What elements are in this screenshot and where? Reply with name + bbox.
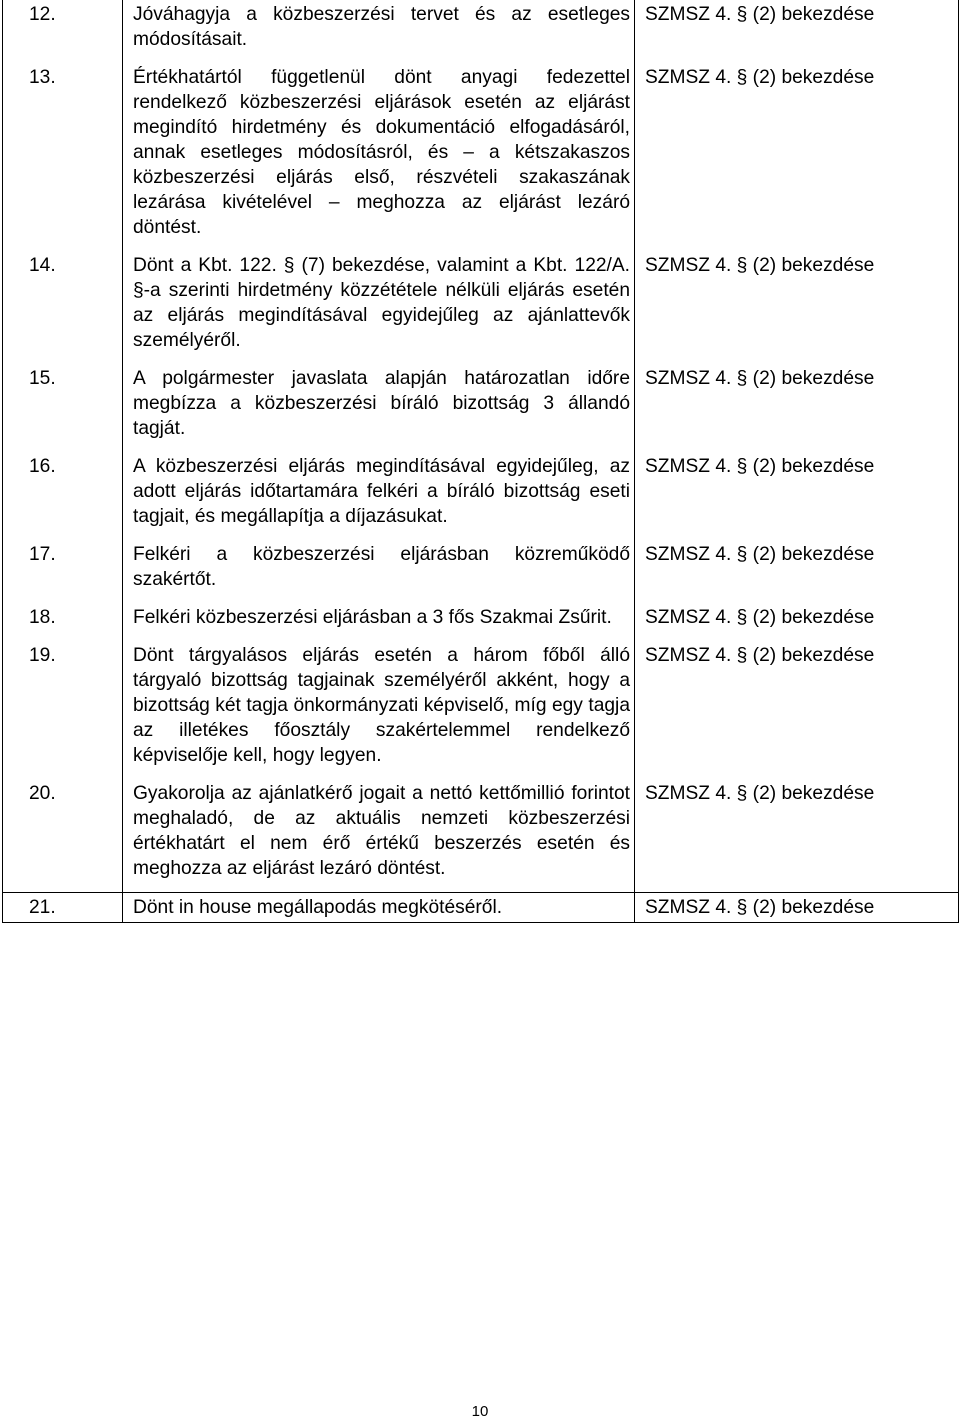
row-reference: SZMSZ 4. § (2) bekezdése [635, 364, 959, 452]
page-number: 10 [471, 1403, 489, 1420]
row-number: 14. [3, 251, 123, 364]
table-row [3, 63, 959, 251]
row-reference: SZMSZ 4. § (2) bekezdése [635, 0, 959, 63]
row-reference: SZMSZ 4. § (2) bekezdése [635, 893, 959, 923]
row-number: 20. [3, 779, 123, 893]
row-reference: SZMSZ 4. § (2) bekezdése [635, 63, 959, 251]
row-reference: SZMSZ 4. § (2) bekezdése [635, 251, 959, 364]
row-number: 15. [3, 364, 123, 452]
row-text: Értékhatártól függetlenül dönt anyagi fedezettel rendelkező közbeszerzési eljárások esetén az eljárást megindító hirdetmény és dokumentáció elfogadásáról, annak esetleges módosításról, és – a kétszakaszos közbeszerzési eljárás első, részvételi szakaszának lezárása kivételével – meghozza az eljárást lezáró döntést. [123, 63, 635, 251]
row-reference: SZMSZ 4. § (2) bekezdése [635, 452, 959, 540]
table-row [3, 0, 959, 63]
row-text: Dönt a Kbt. 122. § (7) bekezdése, valamint a Kbt. 122/A. §-a szerinti hirdetmény közzététele nélküli eljárás esetén az eljárás megindításával egyidejűleg az ajánlattevők személyéről. [123, 251, 635, 364]
row-number: 16. [3, 452, 123, 540]
row-reference: SZMSZ 4. § (2) bekezdése [635, 641, 959, 779]
row-text: Dönt in house megállapodás megkötéséről. [123, 893, 635, 923]
table-row [3, 641, 959, 779]
table-row [3, 364, 959, 452]
row-text: Felkéri közbeszerzési eljárásban a 3 fős Szakmai Zsűrit. [123, 603, 635, 641]
row-number: 21. [3, 893, 123, 923]
row-text: A polgármester javaslata alapján határozatlan időre megbízza a közbeszerzési bíráló bizottság 3 állandó tagját. [123, 364, 635, 452]
row-number: 17. [3, 540, 123, 603]
row-text: A közbeszerzési eljárás megindításával egyidejűleg, az adott eljárás időtartamára felkéri a bíráló bizottság eseti tagjait, és megállapítja a díjazásukat. [123, 452, 635, 540]
row-number: 19. [3, 641, 123, 779]
row-number: 18. [3, 603, 123, 641]
row-reference: SZMSZ 4. § (2) bekezdése [635, 540, 959, 603]
row-number: 12. [3, 0, 123, 63]
table-row [3, 540, 959, 603]
row-text: Jóváhagyja a közbeszerzési tervet és az esetleges módosításait. [123, 0, 635, 63]
decision-table [2, 0, 959, 923]
row-number: 13. [3, 63, 123, 251]
table-row [3, 452, 959, 540]
row-reference: SZMSZ 4. § (2) bekezdése [635, 779, 959, 893]
row-text: Felkéri a közbeszerzési eljárásban közreműködő szakértőt. [123, 540, 635, 603]
table-row [3, 251, 959, 364]
table-row [3, 603, 959, 641]
row-text: Gyakorolja az ajánlatkérő jogait a nettó kettőmillió forintot meghaladó, de az aktuális nemzeti közbeszerzési értékhatárt el nem érő értékű beszerzés esetén és meghozza az eljárást lezáró döntést. [123, 779, 635, 893]
table-row [3, 779, 959, 893]
table-row [3, 893, 959, 923]
row-text: Dönt tárgyalásos eljárás esetén a három főből álló tárgyaló bizottság tagjainak személyéről akként, hogy a bizottság két tagja önkormányzati képviselő, míg egy tagja az illetékes főosztály szakértelemmel rendelkező képviselője kell, hogy legyen. [123, 641, 635, 779]
row-reference: SZMSZ 4. § (2) bekezdése [635, 603, 959, 641]
